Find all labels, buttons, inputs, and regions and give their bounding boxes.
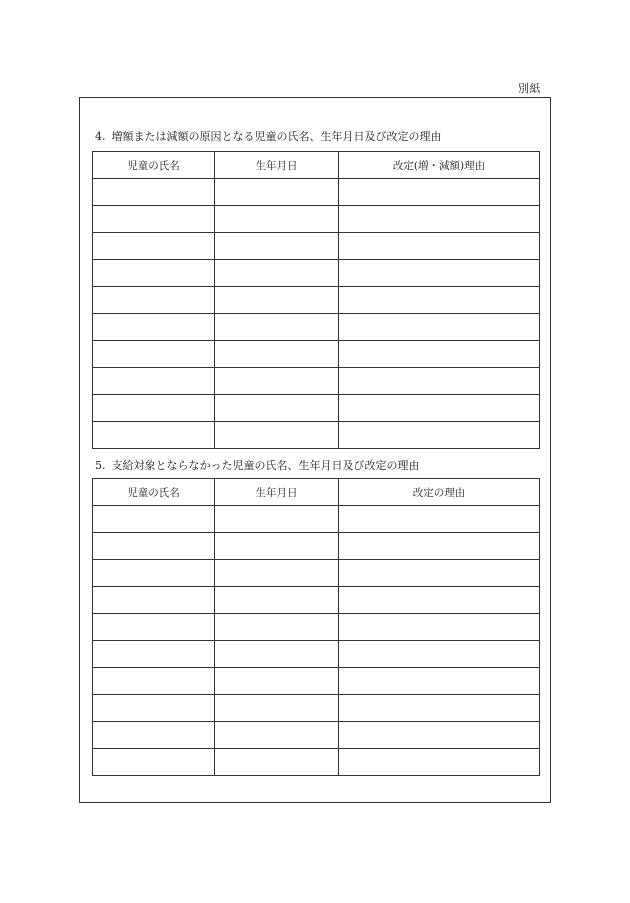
birth-date-cell <box>215 314 339 341</box>
revision-reason-cell <box>339 722 540 749</box>
birth-date-cell <box>215 506 339 533</box>
section-5-title-text: 支給対象とならなかった児童の氏名、生年月日及び改定の理由 <box>111 459 420 472</box>
section-4-table <box>92 151 540 449</box>
child-name-cell <box>93 260 215 287</box>
table-row <box>93 287 540 314</box>
revision-reason-cell <box>339 422 540 449</box>
header-child-name: 児童の氏名 <box>93 152 215 179</box>
revision-reason-cell <box>339 695 540 722</box>
section-5-table <box>92 478 540 776</box>
revision-reason-cell <box>339 506 540 533</box>
section-5-rows <box>93 506 540 776</box>
birth-date-cell <box>215 641 339 668</box>
revision-reason-cell <box>339 560 540 587</box>
table-row <box>93 641 540 668</box>
birth-date-cell <box>215 395 339 422</box>
revision-reason-cell <box>339 368 540 395</box>
birth-date-cell <box>215 722 339 749</box>
child-name-cell <box>93 395 215 422</box>
table-row <box>93 368 540 395</box>
birth-date-cell <box>215 179 339 206</box>
child-name-cell <box>93 422 215 449</box>
section-5-header-row <box>93 479 540 506</box>
child-name-cell <box>93 341 215 368</box>
child-name-cell <box>93 368 215 395</box>
birth-date-cell <box>215 422 339 449</box>
child-name-cell <box>93 722 215 749</box>
attachment-label: 別紙 <box>518 82 541 95</box>
section-5-number: 5. <box>95 459 106 472</box>
table-row <box>93 695 540 722</box>
table-row <box>93 314 540 341</box>
revision-reason-cell <box>339 260 540 287</box>
revision-reason-cell <box>339 395 540 422</box>
birth-date-cell <box>215 533 339 560</box>
table-row <box>93 533 540 560</box>
child-name-cell <box>93 287 215 314</box>
revision-reason-cell <box>339 206 540 233</box>
table-row <box>93 395 540 422</box>
table-row <box>93 668 540 695</box>
birth-date-cell <box>215 749 339 776</box>
table-row <box>93 506 540 533</box>
revision-reason-cell <box>339 587 540 614</box>
birth-date-cell <box>215 341 339 368</box>
header-revision-reason: 改定の理由 <box>339 479 540 506</box>
table-row <box>93 206 540 233</box>
birth-date-cell <box>215 614 339 641</box>
table-row <box>93 179 540 206</box>
birth-date-cell <box>215 668 339 695</box>
header-birth-date: 生年月日 <box>215 479 339 506</box>
table-row <box>93 560 540 587</box>
child-name-cell <box>93 641 215 668</box>
revision-reason-cell <box>339 179 540 206</box>
revision-reason-cell <box>339 614 540 641</box>
header-revision-reason: 改定(増・減額)理由 <box>339 152 540 179</box>
table-row <box>93 587 540 614</box>
table-row <box>93 722 540 749</box>
revision-reason-cell <box>339 341 540 368</box>
birth-date-cell <box>215 260 339 287</box>
child-name-cell <box>93 206 215 233</box>
revision-reason-cell <box>339 287 540 314</box>
child-name-cell <box>93 695 215 722</box>
section-5-title <box>95 457 420 473</box>
child-name-cell <box>93 233 215 260</box>
table-row <box>93 614 540 641</box>
child-name-cell <box>93 560 215 587</box>
section-4-title <box>95 128 442 144</box>
birth-date-cell <box>215 206 339 233</box>
section-4-number: 4. <box>95 130 106 143</box>
section-4-rows <box>93 179 540 449</box>
child-name-cell <box>93 614 215 641</box>
table-row <box>93 749 540 776</box>
header-birth-date: 生年月日 <box>215 152 339 179</box>
birth-date-cell <box>215 695 339 722</box>
child-name-cell <box>93 179 215 206</box>
header-child-name: 児童の氏名 <box>93 479 215 506</box>
section-4-title-text: 増額または減額の原因となる児童の氏名、生年月日及び改定の理由 <box>111 130 442 143</box>
child-name-cell <box>93 749 215 776</box>
child-name-cell <box>93 506 215 533</box>
birth-date-cell <box>215 368 339 395</box>
table-row <box>93 341 540 368</box>
table-row <box>93 422 540 449</box>
child-name-cell <box>93 587 215 614</box>
section-4-header-row <box>93 152 540 179</box>
revision-reason-cell <box>339 233 540 260</box>
birth-date-cell <box>215 560 339 587</box>
child-name-cell <box>93 668 215 695</box>
child-name-cell <box>93 533 215 560</box>
child-name-cell <box>93 314 215 341</box>
birth-date-cell <box>215 233 339 260</box>
revision-reason-cell <box>339 314 540 341</box>
table-row <box>93 260 540 287</box>
revision-reason-cell <box>339 533 540 560</box>
revision-reason-cell <box>339 749 540 776</box>
birth-date-cell <box>215 587 339 614</box>
birth-date-cell <box>215 287 339 314</box>
revision-reason-cell <box>339 668 540 695</box>
table-row <box>93 233 540 260</box>
revision-reason-cell <box>339 641 540 668</box>
